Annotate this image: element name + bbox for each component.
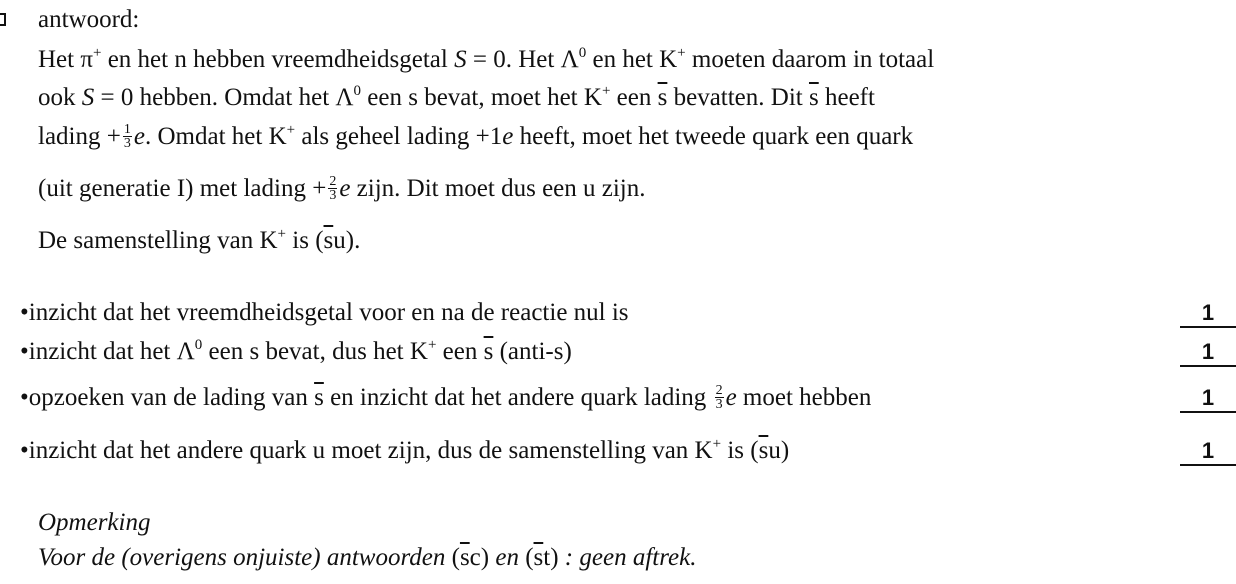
checkbox-icon[interactable] [0, 13, 6, 26]
score-3: 1 [1180, 385, 1236, 413]
bullet: • [20, 338, 29, 365]
remark-title: Opmerking [38, 509, 151, 536]
answer-line-3: lading + $\frac{1}{3}$ e. Omdat het K+ als geheel lading +1e heeft, moet het tweede quark een quark [38, 121, 914, 151]
remark-text: Voor de (overigens onjuiste) antwoorden $(\overline{s}c)$ en $(\overline{s}t)$ : geen aftrek. [38, 544, 697, 571]
bullet: • [20, 299, 29, 326]
fraction: $\frac{1}{3}$ [123, 121, 131, 151]
answer-line-5: De samenstelling van K+ is $(\overline{s}u)$. [38, 226, 361, 254]
score-4: 1 [1180, 438, 1236, 466]
fraction: $\frac{2}{3}$ [715, 382, 723, 412]
bullet: • [20, 384, 29, 411]
bullet: • [20, 437, 29, 464]
answer-line-1: Het π+ en het n hebben vreemdheidsgetal S = 0. Het $\Lambda^0$ en het K+ moeten daarom in totaal [38, 45, 935, 73]
answer-line-2: ook S = 0 hebben. Omdat het $\Lambda^0$ een s bevat, moet het K+ een $\overline{s}$ bevatten. Dit $\overline{s}$ heeft [38, 83, 875, 111]
criterion-2: •inzicht dat het $\Lambda^0$ een s bevat, dus het K+ een $\overline{s}$ (anti-s) [20, 337, 572, 365]
criterion-3: •opzoeken van de lading van $\overline{s}$ en inzicht dat het andere quark lading $\frac{2}{3}$ e moet hebben [20, 382, 872, 412]
criterion-1: •inzicht dat het vreemdheidsgetal voor en na de reactie nul is [20, 299, 629, 326]
fraction: $\frac{2}{3}$ [329, 173, 337, 203]
criterion-4: •inzicht dat het andere quark u moet zijn, dus de samenstelling van K+ is $(\overline{s}u)$ [20, 436, 790, 464]
score-1: 1 [1180, 300, 1236, 328]
score-2: 1 [1180, 339, 1236, 367]
answer-line-4: (uit generatie I) met lading + $\frac{2}{3}$ e zijn. Dit moet dus een u zijn. [38, 173, 646, 203]
answer-heading: antwoord: [38, 6, 140, 33]
